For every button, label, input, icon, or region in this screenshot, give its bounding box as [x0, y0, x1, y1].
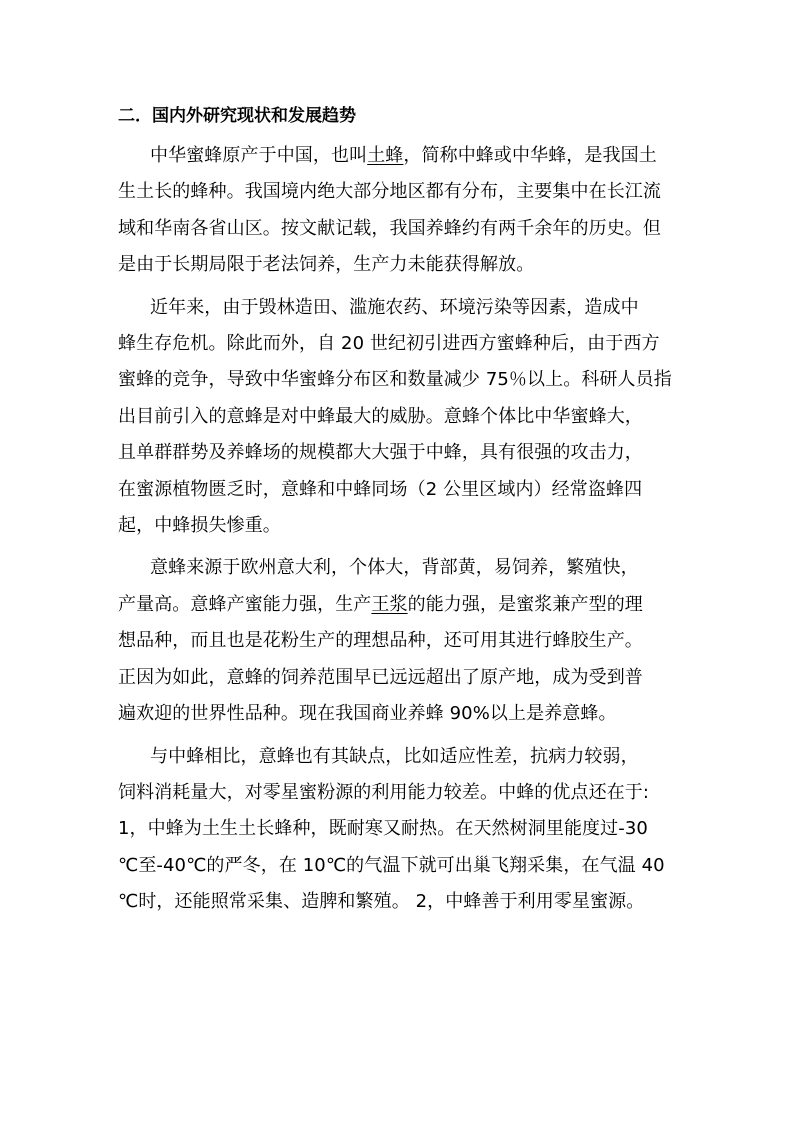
- paragraph-line: 生土长的蜂种。我国境内绝大部分地区都有分布，主要集中在长江流: [118, 181, 661, 203]
- paragraph-line: 域和华南各省山区。按文献记载，我国养蜂约有两千余年的历史。但: [118, 217, 661, 239]
- paragraph-italian-bee: [118, 550, 698, 732]
- paragraph-line: 饲料消耗量大，对零星蜜粉源的利用能力较差。中蜂的优点还在于:: [118, 781, 650, 803]
- paragraph-line: 想品种，而且也是花粉生产的理想品种，还可用其进行蜂胶生产。: [118, 630, 643, 652]
- paragraph-line: 正因为如此，意蜂的饲养范围早已远远超出了原产地，成为受到普: [118, 666, 643, 688]
- paragraph-line: 在蜜源植物匮乏时，意蜂和中蜂同场（2 公里区域内）经常盗蜂四: [118, 478, 643, 500]
- underlined-term: 土蜂: [367, 145, 404, 166]
- paragraph-line: 是由于长期局限于老法饲养，生产力未能获得解放。: [118, 254, 535, 276]
- paragraph-comparison: [118, 739, 698, 921]
- paragraph-line: 遍欢迎的世界性品种。现在我国商业养蜂 90%以上是养意蜂。: [118, 703, 617, 725]
- paragraph-line: ℃至-40℃的严冬，在 10℃的气温下就可出巢飞翔采集，在气温 40: [118, 854, 665, 876]
- paragraph-line: 意蜂来源于欧州意大利，个体大，背部黄，易饲养，繁殖快，: [150, 557, 639, 579]
- text-run: 中华蜜蜂原产于中国，也叫: [150, 145, 368, 166]
- paragraph-line: [118, 138, 698, 174]
- paragraph-line: 且单群群势及养蜂场的规模都大大强于中蜂，具有很强的攻击力，: [118, 442, 643, 464]
- paragraph-line: 近年来，由于毁林造田、滥施农药、环境污染等因素，造成中: [150, 296, 639, 318]
- paragraph-line: 蜜蜂的竞争，导致中华蜜蜂分布区和数量减少 75％以上。科研人员指: [118, 369, 672, 391]
- document-body: [118, 100, 698, 927]
- paragraph-crisis: [118, 290, 698, 545]
- paragraph-line: ℃时，还能照常采集、造脾和繁殖。 2，中蜂善于利用零星蜜源。: [118, 891, 645, 913]
- paragraph-line: [118, 587, 698, 623]
- paragraph-line: 与中蜂相比，意蜂也有其缺点，比如适应性差，抗病力较弱，: [150, 745, 639, 767]
- text-run: ，简称中蜂或中华蜂，是我国土: [403, 145, 657, 166]
- paragraph-line: 起，中蜂损失惨重。: [118, 515, 281, 537]
- paragraph-line: 出目前引入的意蜂是对中蜂最大的威胁。意蜂个体比中华蜜蜂大，: [118, 405, 643, 427]
- paragraph-line: 1，中蜂为土生土长蜂种，既耐寒又耐热。在天然树洞里能度过-30: [118, 818, 648, 840]
- text-run: 的能力强，是蜜浆兼产型的理: [407, 593, 643, 615]
- section-heading: 二．国内外研究现状和发展趋势: [118, 106, 356, 126]
- text-run: 产量高。意蜂产蜜能力强，生产: [118, 593, 372, 615]
- paragraph-line: 蜂生存危机。除此而外，自 20 世纪初引进西方蜜蜂种后，由于西方: [118, 333, 660, 355]
- paragraph-origin: [118, 138, 698, 284]
- underlined-term: 王浆: [371, 593, 408, 615]
